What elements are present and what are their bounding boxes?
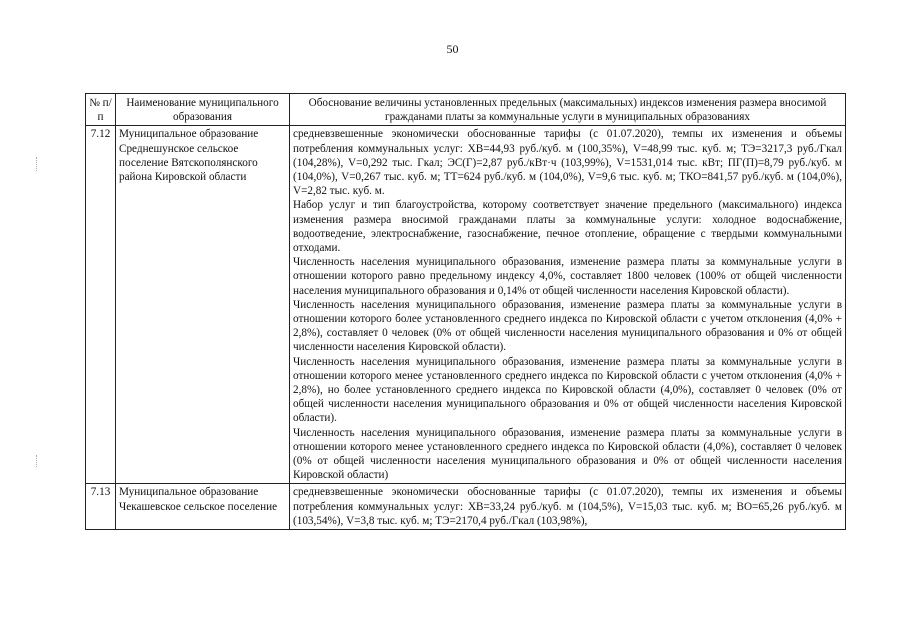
page-number: 50 [446,42,459,56]
row-number: 7.13 [86,484,116,530]
header-name: Наименование муниципального образования [116,94,290,126]
services-paragraph: Набор услуг и тип благоустройства, которому соответствует значение предельного (максимального) индекса изменения размера вносимой гражданами платы за коммунальные услуги: холодное водоснабжение, водоотведение, электроснабжение, газоснабжение, печное отопление, обращение с твердыми коммунальными отходами. [293,199,842,255]
municipality-name: Муниципальное образование Чекашевское сельское поселение [116,484,290,530]
population-above-paragraph: Численность населения муниципального образования, изменение размера платы за коммунальные услуги в отношении которого более установленного среднего индекса по Кировской области с учетом отклонения (4,0% + 2,8%), составляет 0 человек (0% от общей численности населения муниципального образования и 0% от общей численности населения Кировской области). [293,298,842,354]
municipality-name: Муниципальное образование Среднешунское сельское поселение Вятскополянского района Кировской области [116,126,290,484]
tariff-paragraph: средневзвешенные экономически обоснованные тарифы (с 01.07.2020), темпы их изменения и объемы потребления коммунальных услуг: ХВ=33,24 руб./куб. м (104,5%), V=15,03 тыс. куб. м; ВО=65,26 руб./куб. м (103,54%), V=3,8 тыс. куб. м; ТЭ=2170,4 руб./Гкал (103,98%), [293,486,842,527]
table-header-row [86,94,846,126]
justification-cell [290,126,846,484]
justification-cell [290,484,846,530]
header-num: № п/п [86,94,116,126]
margin-mark-top [36,157,38,171]
tariff-paragraph: средневзвешенные экономически обоснованные тарифы (с 01.07.2020), темпы их изменения и объемы потребления коммунальных услуг: ХВ=44,93 руб./куб. м (100,35%), V=48,99 тыс. куб. м; ТЭ=3217,3 руб./Гкал (104,28%), V=0,292 тыс. Гкал; ЭС(Г)=2,87 руб./кВт·ч (103,99%), V=1531,014 тыс. кВт; ПГ(П)=8,79 руб./куб. м (104,0%), V=0,267 тыс. куб. м; ТТ=624 руб./куб. м (104,0%), V=9,6 тыс. куб. м; ТКО=841,57 руб./куб. м (104,0%), V=2,82 тыс. куб. м. [293,128,842,198]
table-row [86,126,846,484]
population-below-paragraph: Численность населения муниципального образования, изменение размера платы за коммунальные услуги в отношении которого менее установленного среднего индекса по Кировской области (4,0%), составляет 0 человек (0% от общей численности населения муниципального образования и 0% от общей численности населения Кировской области) [293,426,842,482]
table-row [86,484,846,530]
header-justification: Обоснование величины установленных предельных (максимальных) индексов изменения размера вносимой гражданами платы за коммунальные услуги в муниципальных образованиях [290,94,846,126]
row-number: 7.12 [86,126,116,484]
population-equal-paragraph: Численность населения муниципального образования, изменение размера платы за коммунальные услуги в отношении которого равно предельному индексу 4,0%, составляет 1800 человек (100% от общей численности населения муниципального образования и 0,14% от общей численности населения Кировской области). [293,256,842,297]
margin-mark-bottom [36,455,38,467]
population-between-paragraph: Численность населения муниципального образования, изменение размера платы за коммунальные услуги в отношении которого менее установленного среднего индекса по Кировской области с учетом отклонения (4,0% + 2,8%), но более установленного среднего индекса по Кировской области (4,0%), составляет 0 человек (0% от общей численности населения муниципального образования и 0% от общей численности населения Кировской области). [293,355,842,425]
tariff-table [85,93,846,530]
